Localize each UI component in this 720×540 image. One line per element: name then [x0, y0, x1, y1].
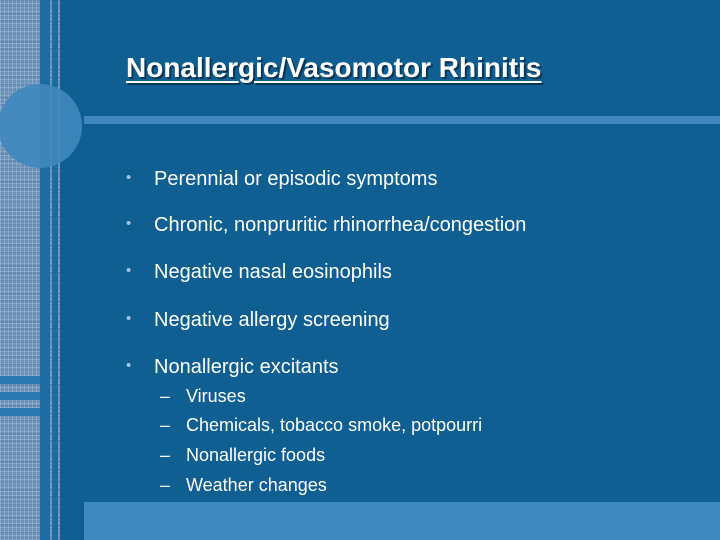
bullet-item — [128, 356, 339, 379]
decorative-side-stripe — [52, 0, 58, 540]
dash-icon: – — [160, 475, 171, 495]
sub-bullet-item — [160, 415, 482, 436]
slide-title: Nonallergic/Vasomotor Rhinitis — [126, 52, 542, 83]
dash-icon: – — [160, 445, 171, 465]
decorative-side-pattern — [0, 0, 60, 540]
sub-bullet-text: Nonallergic foods — [186, 445, 326, 465]
bullet-icon: • — [126, 215, 132, 232]
bullet-icon: • — [126, 262, 132, 279]
title-divider — [84, 116, 720, 124]
bullet-icon: • — [126, 357, 132, 374]
bullet-text: Nonallergic excitants — [154, 356, 339, 378]
sub-bullet-text: Viruses — [186, 386, 246, 406]
bullet-icon: • — [126, 310, 132, 327]
decorative-circle — [0, 84, 82, 168]
bullet-item — [128, 214, 526, 237]
bullet-text: Negative allergy screening — [154, 309, 390, 331]
decorative-side-stripe — [40, 0, 50, 540]
sub-bullet-item — [160, 386, 246, 407]
sub-bullet-text: Weather changes — [186, 475, 327, 495]
decorative-side-bar — [0, 376, 40, 384]
bullet-item — [128, 261, 392, 284]
bullet-icon: • — [126, 169, 132, 186]
bullet-text: Perennial or episodic symptoms — [154, 168, 438, 190]
bullet-item — [128, 309, 390, 332]
bullet-text: Chronic, nonpruritic rhinorrhea/congestion — [154, 214, 527, 236]
bullet-text: Negative nasal eosinophils — [154, 261, 392, 283]
decorative-side-bar — [0, 392, 40, 400]
bullet-item — [128, 168, 437, 191]
decorative-side-bar — [0, 408, 40, 416]
dash-icon: – — [160, 386, 171, 406]
sub-bullet-text: Chemicals, tobacco smoke, potpourri — [186, 415, 483, 435]
sub-bullet-item — [160, 445, 325, 466]
sub-bullet-item — [160, 475, 327, 496]
decorative-bottom-band — [84, 502, 720, 540]
dash-icon: – — [160, 415, 171, 435]
